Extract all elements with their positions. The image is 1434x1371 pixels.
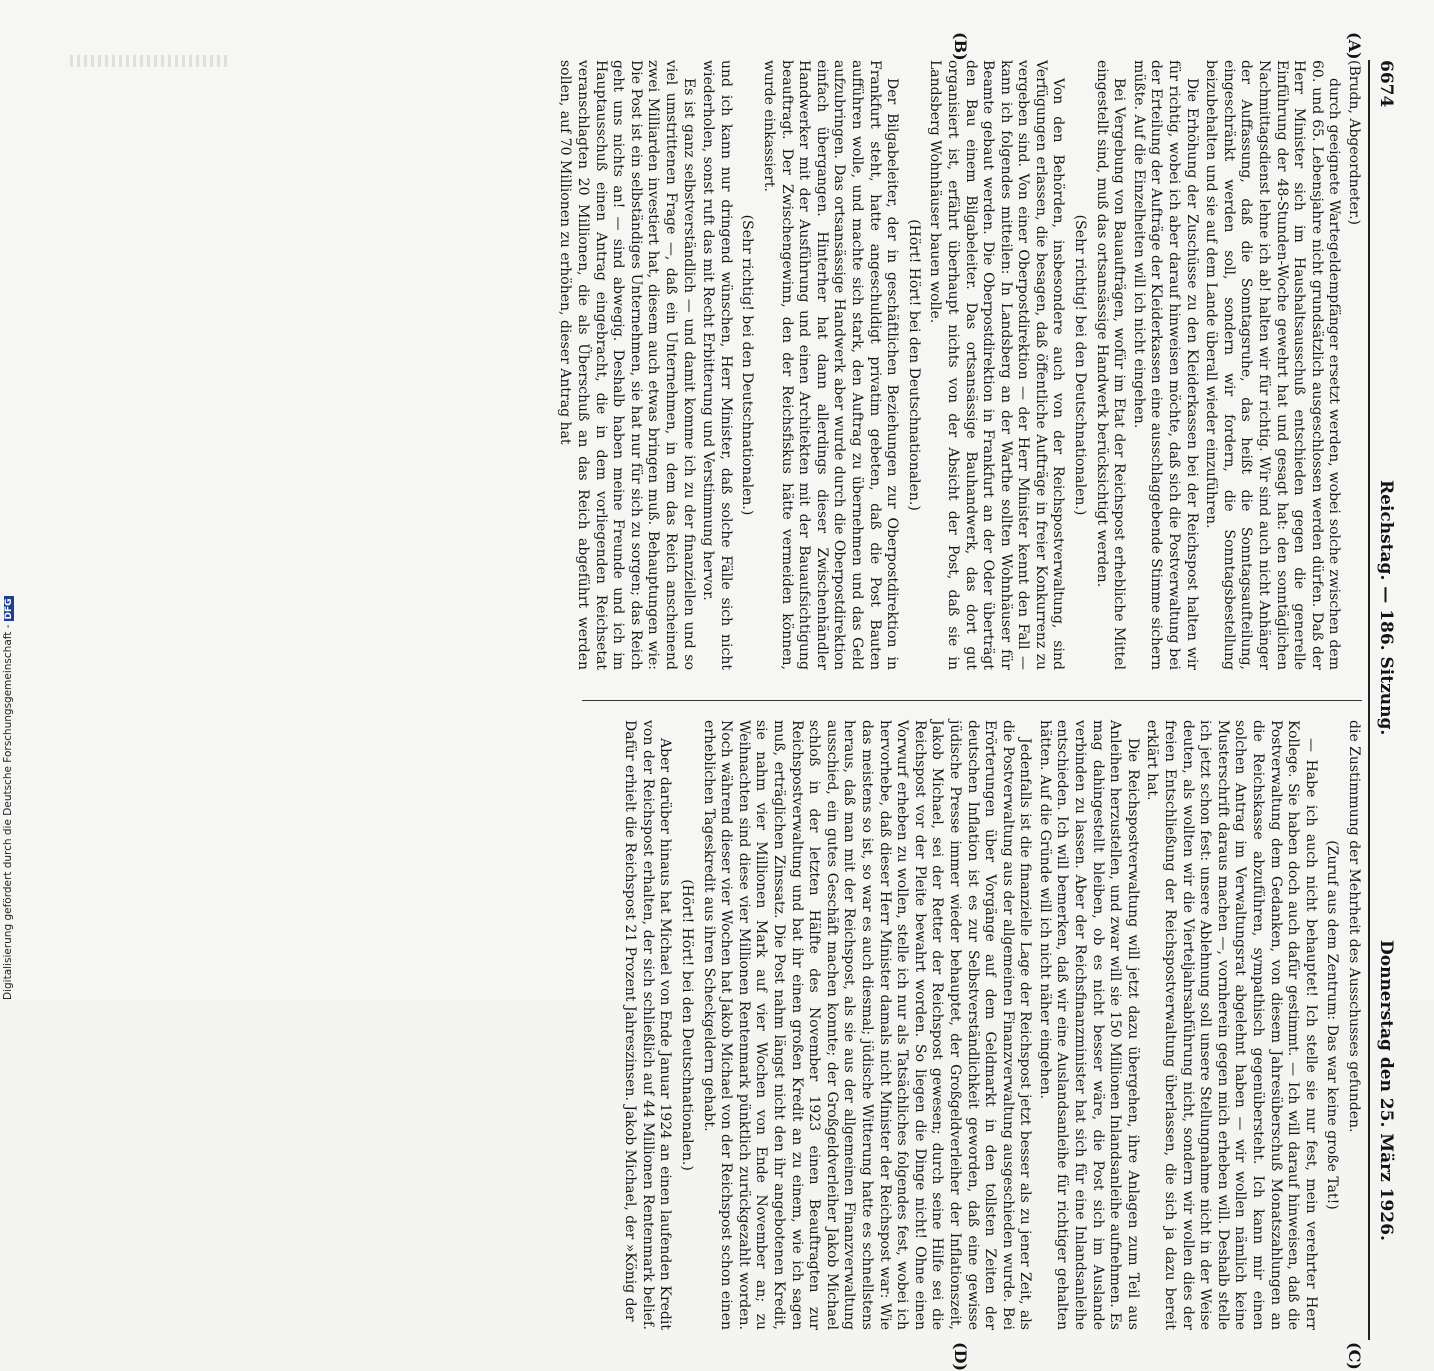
session-title: Reichstag. — 186. Sitzung. bbox=[1376, 480, 1396, 736]
paragraph: die Zustimmung der Mehrheit des Ausschusses gefunden. bbox=[1346, 720, 1362, 1133]
paragraph: Es ist ganz selbstverständlich — und damit komme ich zu der finanziellen und so viel umstrittenen Frage —, daß ein Unternehmen, in dem das Reich anscheinend zwei Milliarden investiert hat, diesem auch etwas bringen muß. Behauptungen wie: Die Post ist ein selbständiges Unternehmen, sie hat nur für sich zu sorgen; das Reich geht uns nichts an! — sind abwegig. Deshalb haben meine Freunde und ich im Hauptausschuß einen Antrag eingebracht, die in dem vorliegenden Reichsetat veranschlagten 20 Millionen, die als Überschuß an das Reich abgeführt werden sollen, auf 70 Millionen zu erhöhen, dieser Antrag hat bbox=[557, 60, 697, 670]
interjection: (Zuruf aus dem Zentrum: Das war keine große Tat!) bbox=[1324, 840, 1341, 1210]
interjection: (Sehr richtig! bei den Deutschnationalen.) bbox=[739, 214, 756, 516]
page-number: 6674 bbox=[1376, 60, 1396, 108]
paragraph: Die Erhöhung der Zuschüsse zu den Kleiderkassen bei der Reichspost halten wir für richtig, wobei ich aber darauf hinweisen möchte, daß sich die Postverwaltung bei der Erteilung der Aufträge der Kleiderkassen eine ausschlaggebende Stimme sichern müßte. Auf die Einzelheiten will ich nicht eingehen. bbox=[1130, 60, 1200, 670]
rotated-page-content bbox=[120, 32, 1400, 1371]
margin-marker-c: (C) bbox=[1345, 1342, 1364, 1370]
paragraph: und ich kann nur dringend wünschen, Herr Minister, daß solche Fälle sich nicht wiederholen, sonst ruft das mit Recht Erbitterung und Verstimmung hervor. bbox=[700, 60, 734, 670]
margin-marker-d: (D) bbox=[951, 1342, 970, 1371]
dfg-logo: DFG bbox=[4, 598, 14, 620]
speaker-line: (Brudn, Abgeordneter.) bbox=[1346, 60, 1362, 226]
column-divider bbox=[582, 700, 1362, 701]
interjection: (Hört! Hört! bei den Deutschnationalen.) bbox=[905, 219, 922, 511]
credit-text: Digitalisierung gefördert durch die Deutsche Forschungsgemeinschaft - bbox=[2, 624, 14, 1000]
page-header bbox=[1368, 60, 1400, 1340]
margin-marker-a: (A) bbox=[1345, 32, 1364, 60]
interjection: (Hört! Hört! bei den Deutschnationalen.) bbox=[679, 879, 696, 1171]
digitization-credit bbox=[2, 596, 14, 1000]
margin-marker-b: (B) bbox=[951, 32, 970, 61]
right-column bbox=[619, 720, 1362, 1330]
paragraph: Von den Behörden, insbesondere auch von der Reichspostverwaltung, sind Verfügungen erlassen, die besagen, daß öffentliche Aufträge in freier Konkurrenz zu vergeben sind. Von einer Oberpostdirektion — der Herr Minister kennt den Fall — kann ich folgendes mitteilen: In Landsberg an der Warthe sollten Wohnhäuser für Beamte gebaut werden. Die Oberpostdirektion in Frankfurt an der Oder überträgt den Bau einem Bilgabeleiter. Das ortsansässige Bauhandwerk, das dort gut organisiert ist, erfährt überhaupt nichts von der Absicht der Post, daß sie in Landsberg Wohnhäuser bauen wolle. bbox=[927, 60, 1067, 670]
paragraph: Jedenfalls ist die finanzielle Lage der Reichspost jetzt besser als zu jener Zeit, als die Postverwaltung aus der allgemeinen Finanzverwaltung ausgeschieden wurde. Bei Erörterungen über Vorgänge auf dem Geldmarkt in den tollsten Zeiten der deutschen Inflation ist es zur Selbstverständlichkeit geworden, daß eine gewisse jüdische Presse immer wieder behauptet, der Großgeldverleiher der Inflationszeit, Jakob Michael, sei der Retter der Reichspost gewesen; durch seine Hilfe sei die Reichspost vor der Pleite bewahrt worden. So liegen die Dinge nicht! Ohne einen Vorwurf erheben zu wollen, stelle ich nur als Tatsächliches folgendes fest, wobei ich hervorhebe, daß dieser Herr Minister damals nicht Minister der Reichspost war: Wie das meistens so ist, so war es auch diesmal; jüdische Witterung hatte es schnellstens heraus, daß man mit der Reichspost, als sie aus der allgemeinen Finanzverwaltung ausschied, ein gutes Geschäft machen konnte; der Großgeldverleiher Jakob Michael schloß in der letzten Hälfte des November 1923 einen Beauftragten zur Reichspostverwaltung und bat ihr einen großen Kredit an zu einem, wie ich sagen muß, erträglichen Zinssatz. Die Post nahm längst nicht den ihr angebotenen Kredit, sie nahm vier Millionen Mark auf vier Wochen von Ende November an; zu Weihnachten sind diese vier Millionen Rentenmark pünktlich zurückgezahlt worden. Noch während dieser vier Wochen hat Jakob Michael von der Reichspost schon einen erheblichen Tageskredit aus ihren Scheckgeldern gehabt. bbox=[700, 720, 1034, 1330]
paragraph: durch geeignete Wartegeldempfänger ersetzt werden, wobei solche zwischen dem 60. und 65. Lebensjahre nicht grundsätzlich ausgeschlossen werden dürfen. Daß der Herr Minister sich im Haushaltsausschuß entschieden gegen die generelle Einführung der 48-Stunden-Woche gewehrt hat und gesagt hat: den sonntäglichen Nachmittagsdienst lehne ich ab! halten wir für richtig. Wir sind auch nicht Anhänger der Auffassung, daß die Sonntagsruhe, das heißt die Sonntagsaufteilung, eingeschränkt werden soll, sondern wir fordern, die Sonntagsbestellung beizubehalten und sie auf dem Lande überall wieder einzuführen. bbox=[1203, 60, 1343, 670]
paragraph: Die Reichspostverwaltung will jetzt dazu übergehen, ihre Anlagen zum Teil aus Anleihen herzustellen, und zwar will sie 150 Millionen Inlandsanleihe aufnehmen. Es mag dahingestellt bleiben, ob es nicht besser wäre, die Post sich im Auslande verbinden zu lassen. Aber der Reichsfinanzminister hat sich für eine Inlandsanleihe entschieden. Ich will bemerken, daß wir eine Auslandsanleihe für richtiger gehalten hätten. Auf die Gründe will ich nicht näher eingehen. bbox=[1036, 720, 1141, 1330]
paragraph: Aber darüber hinaus hat Michael von Ende Januar 1924 an einen laufenden Kredit von der Reichspost erhalten, der sich schließlich auf 44 Millionen Rentenmark belief. Dafür erhielt die Reichspost 21 Prozent Jahreszinsen. Jakob Michael, der »König der bbox=[622, 720, 674, 1330]
left-column bbox=[554, 60, 1362, 670]
paragraph: Der Bilgabeleiter, der in geschäftlichen Beziehungen zur Oberpostdirektion in Frankfurt steht, hatte angeschuldigt privatim gebeten, daß die Post Bauten aufführen wolle, und machte sich stark, den Auftrag zu übernehmen und das Geld aufzubringen. Das ortsansässige Handwerk aber wurde durch die Oberpostdirektion einfach übergangen. Hinterher hat dann allerdings dieser Zwischenhändler Handwerker mit der Ausführung und einen Architekten mit der Bauaufsichtigung beauftragt. Der Zwischengewinn, den der Reichsfiskus hätte vermeiden können, wurde einkassiert. bbox=[761, 60, 901, 670]
session-date: Donnerstag den 25. März 1926. bbox=[1376, 940, 1396, 1241]
paragraph: — Habe ich auch nicht behauptet! Ich stelle sie nur fest, mein verehrter Herr Kollege. Sie haben doch auch dafür gestimmt. — Ich will darauf hinweisen, daß die Postverwaltung dem Gedanken, von diesem Jahresüberschuß Monatszahlungen an die Reichskasse abzuführen, sympathisch gegenübersteht. Ich kann mir einen solchen Antrag im Verwaltungsrat abgelehnt haben — wir wollen nämlich keine Musterschrift daraus machen —, vornherein gegen mich erheben will. Deshalb stelle ich jetzt schon fest: unsere Ablehnung soll unsere Stellungnahme nicht in der Weise deuten, als wollten wir die Vierteljahrsabführung nicht, sondern wir wollen dies der freien Entschließung der Reichspostverwaltung überlassen, die sich ja dazu bereit erklärt hat. bbox=[1144, 720, 1319, 1330]
interjection: (Sehr richtig! bei den Deutschnationalen.) bbox=[1072, 214, 1089, 516]
paragraph: Bei Vergebung von Bauaufträgen, wofür im Etat der Reichspost erhebliche Mittel eingestellt sind, muß das ortsansässige Handwerk berücksichtigt werden. bbox=[1093, 60, 1128, 670]
